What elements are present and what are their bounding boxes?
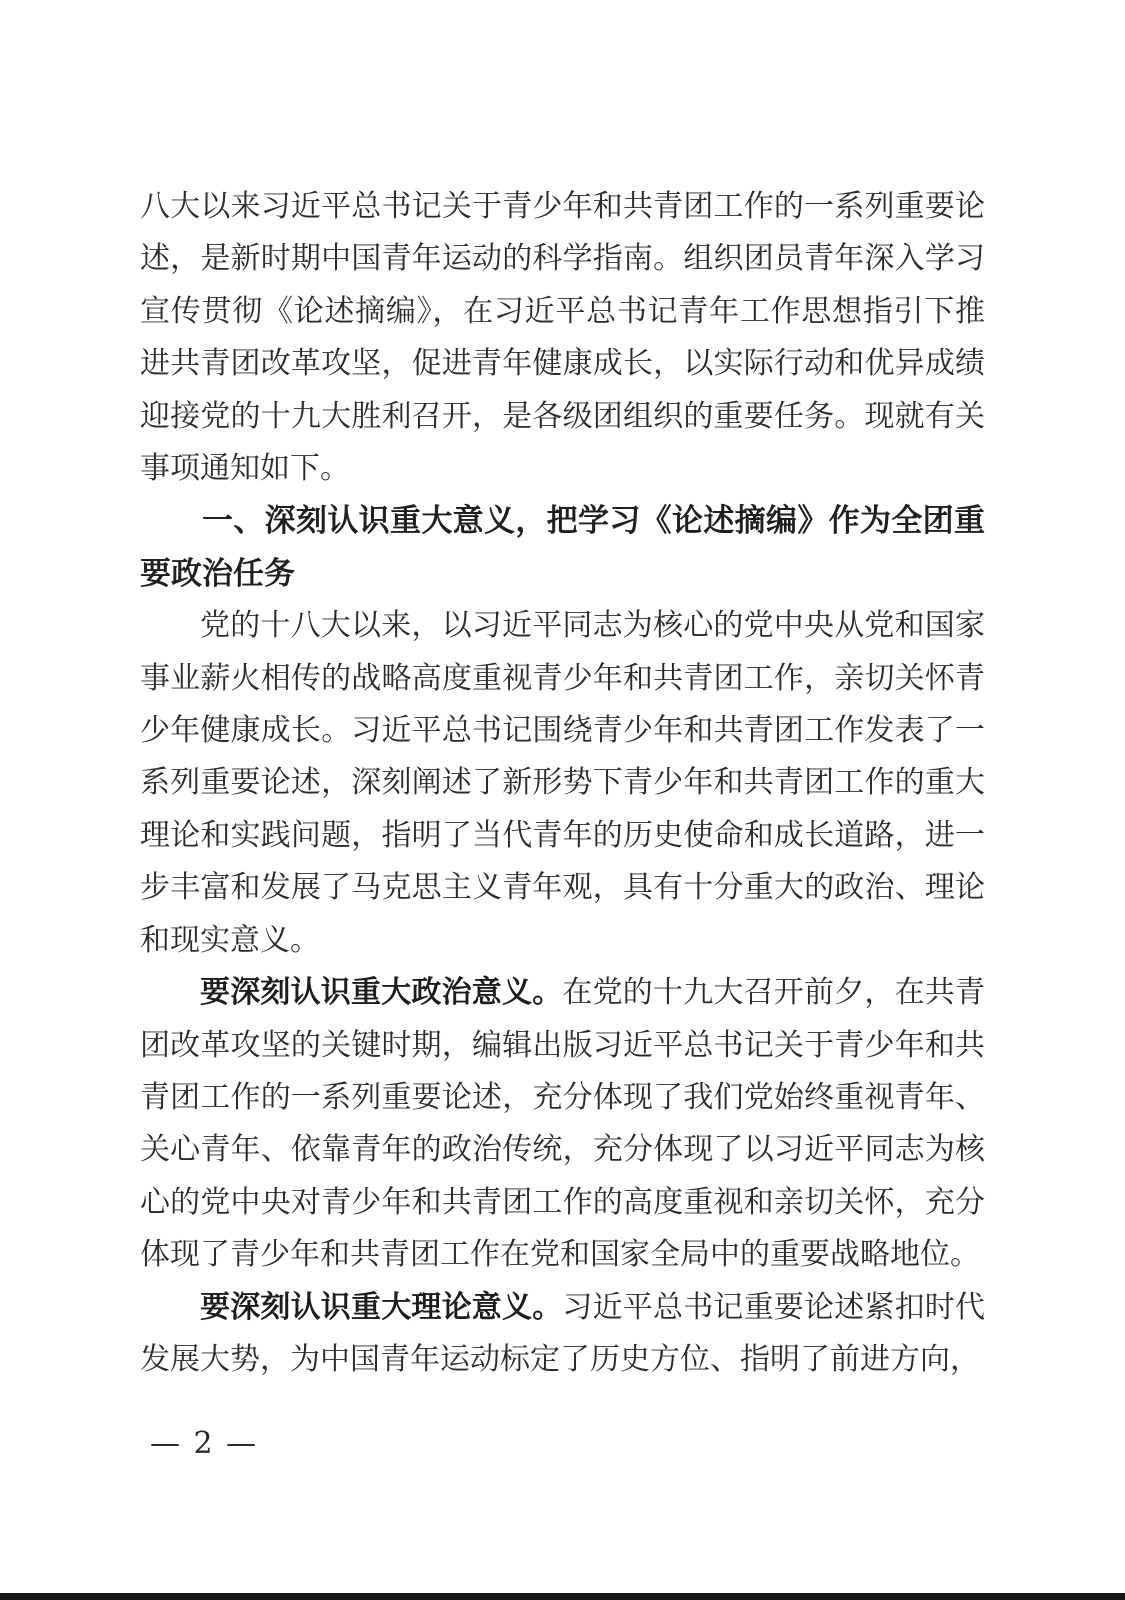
document-text-block [140,181,985,1386]
paragraph-lead-emphasis: 要深刻认识重大理论意义。 [200,1289,563,1325]
paragraph [140,1282,985,1387]
paragraph-continuation: 八大以来习近平总书记关于青少年和共青团工作的一系列重要论述，是新时期中国青年运动的科学指南。组织团员青年深入学习宣传贯彻《论述摘编》，在习近平总书记青年工作思想指引下推进共青团改革攻坚，促进青年健康成长，以实际行动和优异成绩迎接党的十九大胜利召开，是各级团组织的重要任务。现就有关事项通知如下。 [140,189,985,487]
paragraph: 党的十八大以来，以习近平同志为核心的党中央从党和国家事业薪火相传的战略高度重视青少年和共青团工作，亲切关怀青少年健康成长。习近平总书记围绕青少年和共青团工作发表了一系列重要论述，深刻阐述了新形势下青少年和共青团工作的重大理论和实践问题，指明了当代青年的历史使命和成长道路，进一步丰富和发展了马克思主义青年观，具有十分重大的政治、理论和现实意义。 [140,608,985,958]
paragraph-text: 习近平总书记重要论述紧扣时代发展大势，为中国青年运动标定了历史方位、指明了前进方向， [140,1289,986,1377]
page-number: — 2 — [150,1426,259,1461]
scan-bottom-edge-bar [0,1593,1125,1600]
paragraph [140,967,985,1281]
paragraph-lead-emphasis: 要深刻认识重大政治意义。 [200,975,563,1011]
paragraph-text: 在党的十九大召开前夕，在共青团改革攻坚的关键时期，编辑出版习近平总书记关于青少年和共青团工作的一系列重要论述，充分体现了我们党始终重视青年、关心青年、依靠青年的政治传统，充分体现了以习近平同志为核心的党中央对青少年和共青团工作的高度重视和亲切关怀，充分体现了青少年和共青团工作在党和国家全局中的重要战略地位。 [140,975,986,1273]
section-heading: 一、深刻认识重大意义，把学习《论述摘编》作为全团重要政治任务 [140,503,985,592]
